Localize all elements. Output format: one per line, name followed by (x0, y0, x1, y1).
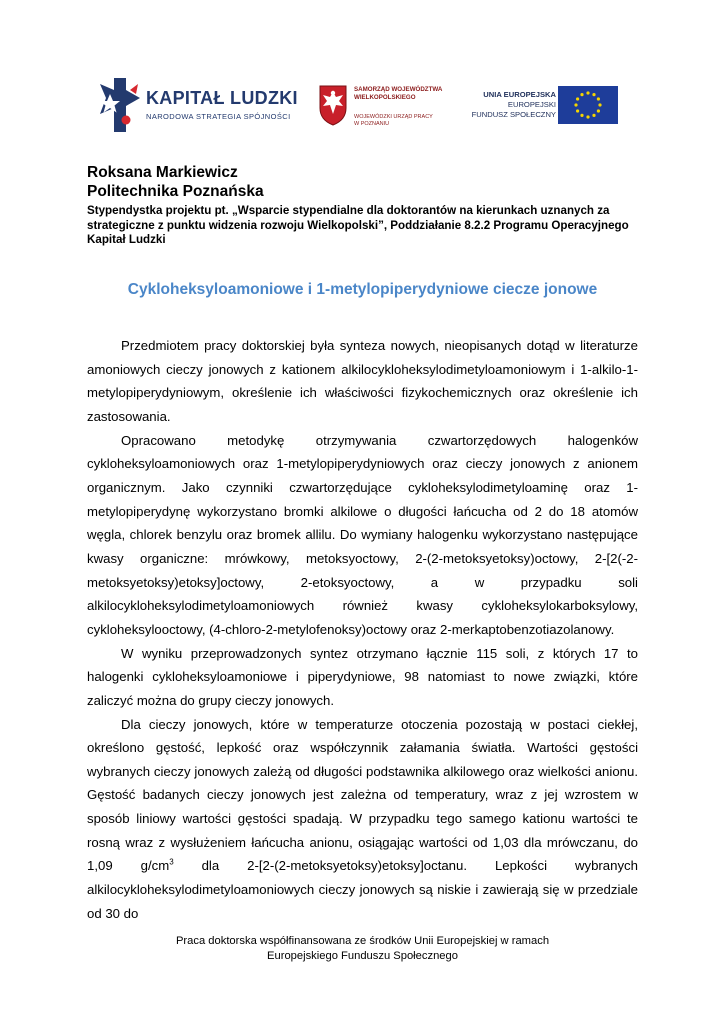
samorzad-line-2: WIELKOPOLSKIEGO (354, 93, 416, 101)
footer-line-2: Europejskiego Funduszu Społecznego (267, 950, 458, 962)
samorzad-line-3: WOJEWÓDZKI URZĄD PRACY (354, 114, 433, 120)
eu-flag-icon (558, 86, 618, 124)
document-title: Cykloheksyloamoniowe i 1-metylopiperydyniowe ciecze jonowe (127, 281, 598, 298)
paragraph-3: W wyniku przeprowadzonych syntez otrzymano łącznie 115 soli, z których 17 to halogenki cykloheksyloamoniowe i piperydyniowe, 98 natomiast to nowe związki, które zaliczyć można do grupy cieczy jonowych. (87, 645, 638, 708)
paragraph-4 (87, 713, 638, 926)
wielkopolska-eagle-crest-icon (318, 84, 348, 126)
samorzad-line-4: W POZNANIU (354, 120, 390, 127)
samorzad-line-1: SAMORZĄD WOJEWÓDZTWA (354, 86, 443, 93)
body-text (87, 334, 638, 925)
eu-text (472, 90, 556, 120)
author-institution: Politechnika Poznańska (87, 183, 264, 200)
footer-line-1: Praca doktorska współfinansowana ze środków Unii Europejskiej w ramach (175, 935, 550, 947)
paragraph-2: Opracowano metodykę otrzymywania czwartorzędowych halogenków cykloheksyloamoniowych oraz 1-metylopiperydyniowych oraz cieczy jonowych z anionem organicznym. Jako czynniki czwartorzędujące cykloheksylodimetyloaminę oraz 1-metylopiperydynę wykorzystano bromki alkilowe o długości łańcucha od 2 do 18 atomów węgla, chlorek benzylu oraz bromek allilu. Do wymiany halogenku wykorzystano następujące kwasy organiczne: mrówkowy, metoksyoctowy, 2-(2-metoksyetoksy)octowy, 2-[2(-2-metoksyetoksy)etoksy]octowy, 2-etoksyoctowy, a w przypadku soli alkilocykloheksylodimetyloamoniowych również kwasy cykloheksylokarboksylowy, cykloheksylooctowy, (4-chloro-2-metylofenoksy)octowy oraz 2-merkaptobenzotiazolanowy. (87, 432, 638, 637)
author-name: Roksana Markiewicz (87, 164, 238, 181)
eu-logo (462, 86, 622, 132)
author-block (87, 163, 647, 248)
logo-bar (0, 74, 725, 144)
kapital-ludzki-subtitle: NARODOWA STRATEGIA SPÓJNOŚCI (146, 112, 291, 121)
samorzad-name (354, 86, 442, 101)
footer (0, 934, 725, 964)
density-unit-superscript: 3 (169, 858, 174, 868)
samorzad-office (354, 114, 433, 127)
grant-info: Stypendystka projektu pt. „Wsparcie stypendialne dla doktorantów na kierunkach uznanych za strategiczne z punktu widzenia rozwoju Wielkopolski”, Poddziałanie 8.2.2 Programu Operacyjnego Kapitał Ludzki (87, 204, 629, 246)
kapital-ludzki-title: KAPITAŁ LUDZKI (146, 88, 298, 108)
eu-line-2: EUROPEJSKI (507, 100, 556, 109)
eu-line-1: UNIA EUROPEJSKA (483, 90, 556, 99)
paragraph-1: Przedmiotem pracy doktorskiej była synteza nowych, nieopisanych dotąd w literaturze amoniowych cieczy jonowych z kationem alkilocykloheksylodimetyloamoniowym i 1-alkilo-1-metylopiperydyniowym, określenie ich właściwości fizykochemicznych oraz określenie ich zastosowania. (87, 338, 638, 424)
paragraph-4-part-2: dla 2-[2-(2-metoksyetoksy)etoksy]octanu. Lepkości wybranych alkilocykloheksylodimetyloamoniowych cieczy jonowych są niskie i zawierają się w przedziale od 30 do (87, 858, 638, 921)
kapital-ludzki-star-emblem-icon (96, 74, 142, 136)
kapital-ludzki-logo (96, 74, 296, 140)
eu-line-3: FUNDUSZ SPOŁECZNY (471, 110, 556, 119)
paragraph-4-part-1: Dla cieczy jonowych, które w temperaturze otoczenia pozostają w postaci ciekłej, określono gęstość, lepkość oraz współczynnik załamania światła. Wartości gęstości wybranych cieczy jonowych zależą od długości podstawnika alkilowego oraz wielkości anionu. Gęstość badanych cieczy jonowych jest zależna od temperatury, wraz z jej wzrostem w sposób liniowy wartości gęstości spadają. W przypadku tego samego kationu wartości te rosną wraz z wysłużeniem łańcucha anionu, osiągając wartości od 1,03 dla mrówczanu, do 1,09 g/cm (87, 716, 638, 874)
samorzad-logo (318, 82, 443, 138)
